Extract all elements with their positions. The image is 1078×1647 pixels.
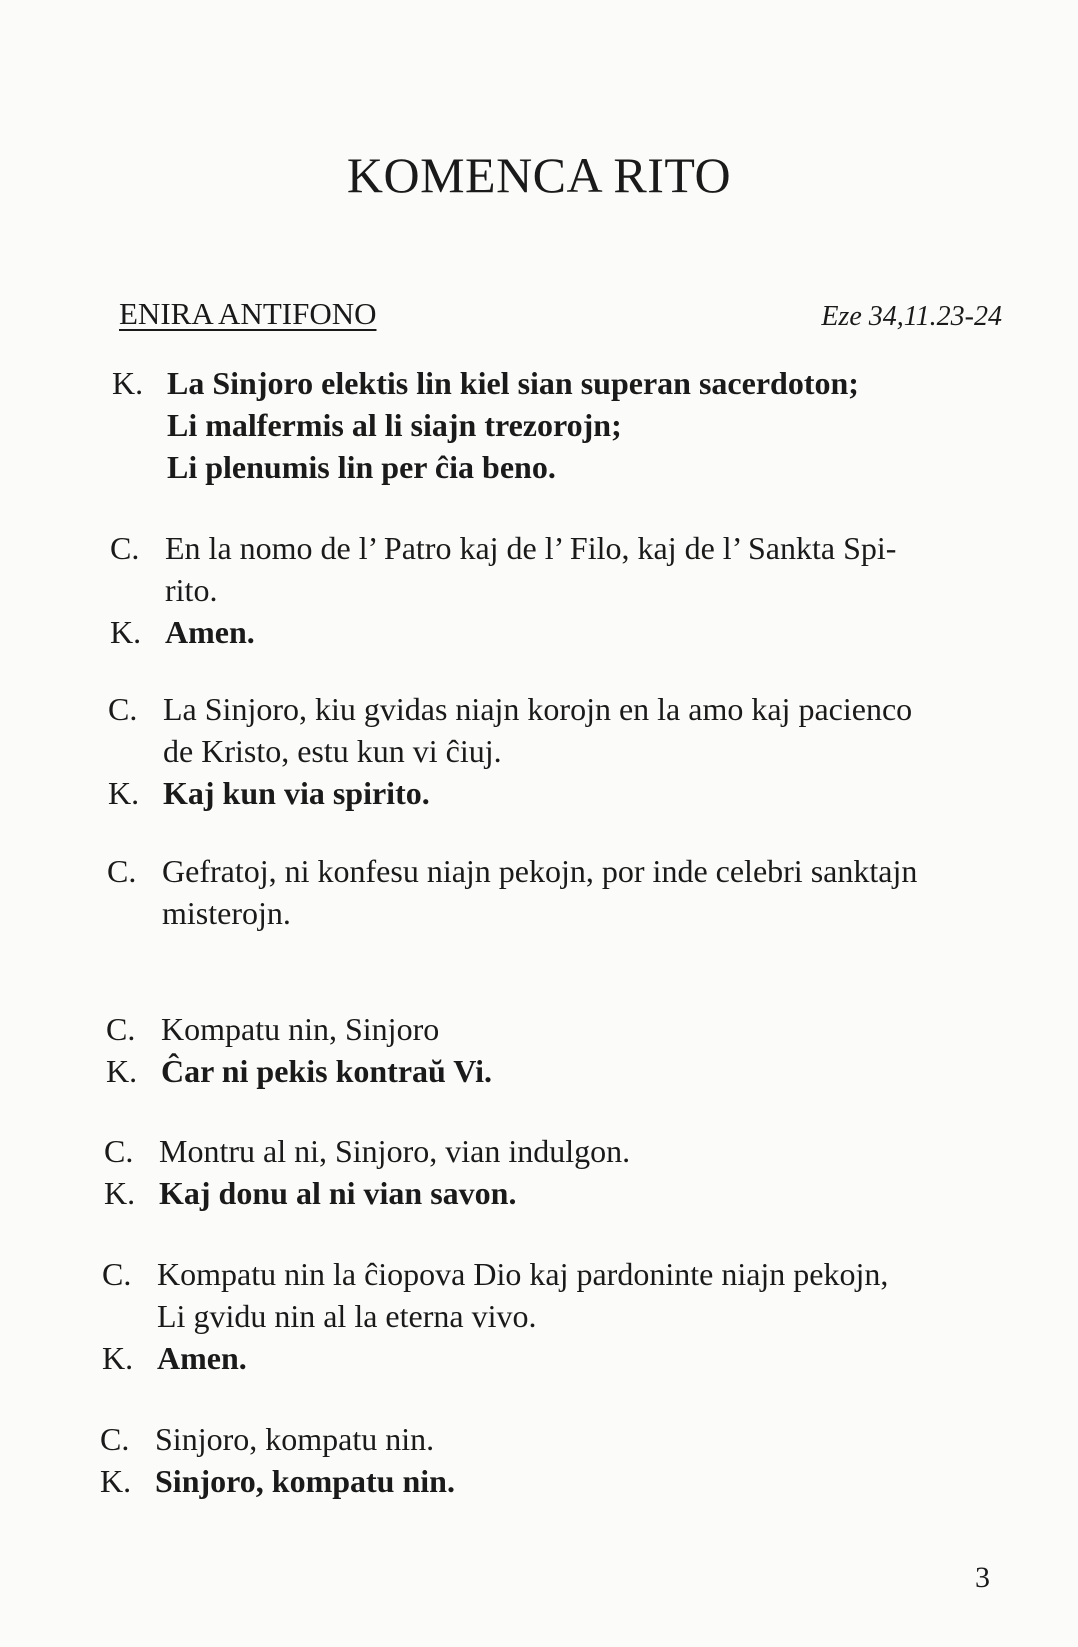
celebrant-label: C. <box>110 530 140 566</box>
celebrant-line: de Kristo, estu kun vi ĉiuj. <box>163 733 502 769</box>
celebrant-label: C. <box>106 1011 136 1047</box>
speaker-label: K. <box>112 365 144 401</box>
congregation-response: Kaj donu al ni vian savon. <box>159 1175 517 1211</box>
antiphon-line: Li malfermis al li siajn trezorojn; <box>167 407 622 443</box>
celebrant-label: C. <box>102 1256 132 1292</box>
congregation-label: K. <box>108 775 140 811</box>
celebrant-line: Montru al ni, Sinjoro, vian indulgon. <box>159 1133 631 1169</box>
congregation-label: K. <box>104 1175 136 1211</box>
celebrant-line: La Sinjoro, kiu gvidas niajn korojn en la amo kaj pacienco <box>163 691 913 727</box>
celebrant-line: Kompatu nin, Sinjoro <box>161 1011 440 1047</box>
celebrant-line: misterojn. <box>162 895 291 931</box>
section-heading: ENIRA ANTIFONO <box>119 296 377 331</box>
antiphon-line: Li plenumis lin per ĉia beno. <box>167 449 556 485</box>
congregation-response: Amen. <box>165 614 255 650</box>
congregation-response: Kaj kun via spirito. <box>163 775 430 811</box>
celebrant-label: C. <box>107 853 137 889</box>
celebrant-line: rito. <box>165 572 218 608</box>
celebrant-line: Sinjoro, kompatu nin. <box>155 1421 435 1457</box>
congregation-response: Amen. <box>157 1340 247 1376</box>
celebrant-line: Li gvidu nin al la eterna vivo. <box>157 1298 537 1334</box>
congregation-label: K. <box>102 1340 134 1376</box>
congregation-label: K. <box>100 1463 132 1499</box>
celebrant-line: Gefratoj, ni konfesu niajn pekojn, por inde celebri sanktajn <box>162 853 918 889</box>
celebrant-line: En la nomo de l’ Patro kaj de l’ Filo, kaj de l’ Sankta Spi- <box>165 530 897 566</box>
page-title: KOMENCA RITO <box>346 147 732 203</box>
celebrant-label: C. <box>108 691 138 727</box>
congregation-response: Sinjoro, kompatu nin. <box>155 1463 455 1499</box>
celebrant-line: Kompatu nin la ĉiopova Dio kaj pardoninte niajn pekojn, <box>157 1256 889 1292</box>
celebrant-label: C. <box>104 1133 134 1169</box>
congregation-label: K. <box>106 1053 138 1089</box>
celebrant-label: C. <box>100 1421 130 1457</box>
page-number: 3 <box>975 1561 990 1594</box>
congregation-response: Ĉar ni pekis kontraŭ Vi. <box>161 1053 493 1089</box>
congregation-label: K. <box>110 614 142 650</box>
antiphon-line: La Sinjoro elektis lin kiel sian superan sacerdoton; <box>167 365 859 401</box>
scripture-reference: Eze 34,11.23-24 <box>821 301 1002 332</box>
